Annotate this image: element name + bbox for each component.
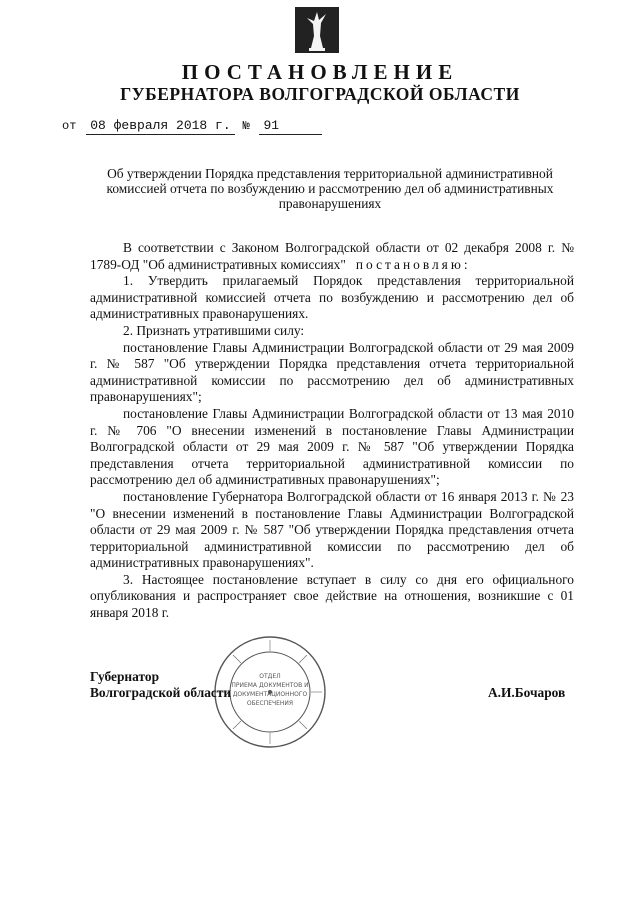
date-number-line — [62, 118, 322, 135]
stamp-text-line: ПРИЕМА ДОКУМЕНТОВ И — [231, 682, 309, 689]
paragraph-1: 1. Утвердить прилагаемый Порядок представления территориальной административной комиссией отчета по возбуждению и рассмотрению дел об административных правонарушениях. — [90, 273, 574, 322]
stamp-text-line: ДОКУМЕНТАЦИОННОГО — [232, 691, 308, 698]
paragraph-2: 2. Признать утратившими силу: — [123, 322, 305, 338]
document-date: 08 февраля 2018 г. — [86, 118, 234, 135]
signatory-position — [90, 669, 231, 701]
paragraph-3: 3. Настоящее постановление вступает в силу со дня его официального опубликования и распространяет свое действие на отношения, возникшие с 01 января 2018 г. — [90, 571, 574, 621]
paragraph-2-item-b: постановление Главы Администрации Волгоградской области от 13 мая 2010 г. № 706 "О внесении изменений в постановление Главы Администрации Волгоградской области от 29 мая 2009 г. № 587 "Об утверждении Порядка представления отчета территориальной административной комиссии по рассмотрению дел об административных правонарушениях"; — [90, 405, 574, 488]
document-heading: Об утверждении Порядка представления территориальной административной комиссией отчета по возбуждению и рассмотрению дел об административных правонарушениях — [106, 166, 554, 211]
coat-of-arms-emblem — [294, 6, 340, 54]
document-subtitle: ГУБЕРНАТОРА ВОЛГОГРАДСКОЙ ОБЛАСТИ — [120, 84, 520, 104]
intro-keyword: постановляю: — [355, 256, 471, 272]
document-body — [90, 240, 574, 622]
paragraph-2-item-a: постановление Главы Администрации Волгоградской области от 29 мая 2009 г. № 587 "Об утверждении Порядка представления отчета территориальной административной комиссии по рассмотрению дел об административных правонарушениях"; — [90, 339, 574, 405]
paragraph-2-item-c: постановление Губернатора Волгоградской области от 16 января 2013 г. № 23 "О внесении изменений в постановление Главы Администрации Волгоградской области от 29 мая 2009 г. № 587 "Об утверждении Порядка представления отчета территориальной административной комиссии по рассмотрению дел об административных правонарушениях". — [90, 488, 574, 571]
signatory-position-line2: Волгоградской области — [90, 685, 232, 700]
signatory-name: А.И.Бочаров — [488, 685, 566, 700]
intro-paragraph: В соответствии с Законом Волгоградской области от 02 декабря 2008 г. № 1789-ОД "Об административных комиссиях" постановляю: — [90, 240, 574, 272]
number-label: № — [242, 119, 250, 133]
signatory-position-line1: Губернатор — [90, 669, 160, 684]
document-number: 91 — [259, 118, 322, 135]
document-title: ПОСТАНОВЛЕНИЕ — [181, 60, 459, 84]
stamp-text-line: ОТДЕЛ — [259, 673, 281, 680]
date-from-label: от — [62, 119, 77, 133]
stamp-text-line: ОБЕСПЕЧЕНИЯ — [246, 700, 294, 707]
